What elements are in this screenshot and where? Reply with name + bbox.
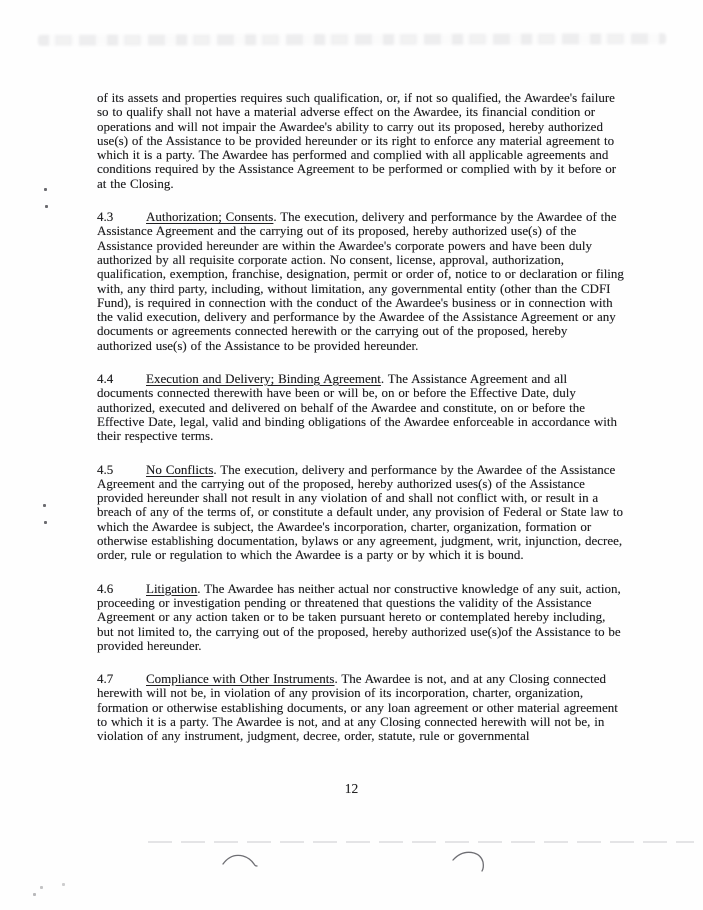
heading-separator: . [197, 580, 205, 596]
scan-speck [44, 188, 47, 191]
section-4-3 [97, 210, 624, 353]
scan-artifact-dotted-line [148, 841, 694, 843]
paragraph-continuation: of its assets and properties requires such qualification, or, if not so qualified, the Awardee's failure so to qualify shall not have a material adverse effect on the Awardee, its financial condition or operations and will not impair the Awardee's ability to carry out its proposed, hereby authorized use(s) of the Assistance to be provided hereunder or its right to enforce any material agreement to which it is a party. The Awardee has performed and complied with all applicable agreements and conditions required by the Assistance Agreement to be performed or complied with by it before or at the Closing. [97, 90, 617, 191]
heading-separator: . [334, 671, 342, 687]
section-number: 4.4 [97, 371, 114, 387]
scan-speck [40, 886, 43, 889]
section-number: 4.3 [97, 209, 114, 225]
document-body [97, 91, 624, 744]
scan-speck [43, 504, 46, 507]
scan-speck [45, 205, 48, 208]
section-4-6 [97, 582, 624, 653]
scan-speck [33, 893, 36, 896]
scan-speck [62, 883, 65, 886]
section-heading: No Conflicts [146, 461, 214, 477]
heading-separator: . [380, 371, 388, 387]
faded-header-artifact [38, 33, 666, 46]
section-heading: Execution and Delivery; Binding Agreement [146, 371, 381, 387]
section-4-4 [97, 372, 624, 443]
section-text: The execution, delivery and performance by the Awardee of the Assistance Agreement and the carrying out of the proposed, hereby authorized uses(s) of the Assistance provided hereunder shall not result in any violation of and shall not conflict with, or result in a breach of any of the terms of, or constitute a default under, any provision of Federal or State law to which the Awardee is subject, the Awardee's incorporation, charter, organization, formation or otherwise establishing documentation, bylaws or any agreement, judgment, writ, injunction, decree, order, rule or regulation to which the Awardee is a party or by which it is bound. [97, 461, 624, 563]
scan-artifact-arc-right [450, 849, 492, 875]
section-heading: Litigation [146, 580, 198, 596]
section-number: 4.6 [97, 580, 114, 596]
section-number: 4.7 [97, 671, 114, 687]
section-text: The Awardee has neither actual nor constructive knowledge of any suit, action, proceeding or investigation pending or threatened that questions the validity of the Assistance Agreement or any action taken or to be taken pursuant hereto or contemplated hereby including, but not limited to, the carrying out of the proposed, hereby authorized use(s)of the Assistance to be provided hereunder. [97, 580, 621, 653]
heading-separator: . [213, 461, 221, 477]
section-4-5 [97, 463, 624, 563]
section-text: The Awardee is not, and at any Closing connected herewith will not be, in violation of any provision of its incorporation, charter, organization, formation or otherwise establishing documents, or any loan agreement or other material agreement to which it is a party. The Awardee is not, and at any Closing connected herewith will not be, in violation of any instrument, judgment, decree, order, statute, rule or governmental [97, 671, 618, 744]
section-heading: Compliance with Other Instruments [146, 671, 335, 687]
scan-artifact-arc-left [221, 851, 263, 873]
section-4-7 [97, 672, 624, 743]
scan-speck [44, 521, 47, 524]
heading-separator: . [273, 209, 281, 225]
page-number: 12 [344, 781, 359, 796]
section-text: The Assistance Agreement and all documents connected therewith have been or will be, on or before the Effective Date, duly authorized, executed and delivered on behalf of the Awardee and constitute, on or before the Effective Date, legal, valid and binding obligations of the Awardee enforceable in accordance with their respective terms. [97, 371, 618, 444]
section-number: 4.5 [97, 461, 114, 477]
section-heading: Authorization; Consents [146, 209, 274, 225]
section-text: The execution, delivery and performance by the Awardee of the Assistance Agreement and the carrying out of its proposed, hereby authorized use(s) of the Assistance provided hereunder are within the Awardee's corporate powers and have been duly authorized by all requisite corporate action. No consent, license, approval, authorization, qualification, exemption, franchise, designation, permit or order of, notice to or declaration or filing with, any third party, including, without limitation, any governmental entity (other than the CDFI Fund), is required in connection with the conduct of the Awardee's business or in connection with the valid execution, delivery and performance by the Awardee of the Assistance Agreement or any documents or agreements connected herewith or the carrying out of the proposed, hereby authorized use(s) of the Assistance to be provided hereunder. [97, 209, 624, 353]
